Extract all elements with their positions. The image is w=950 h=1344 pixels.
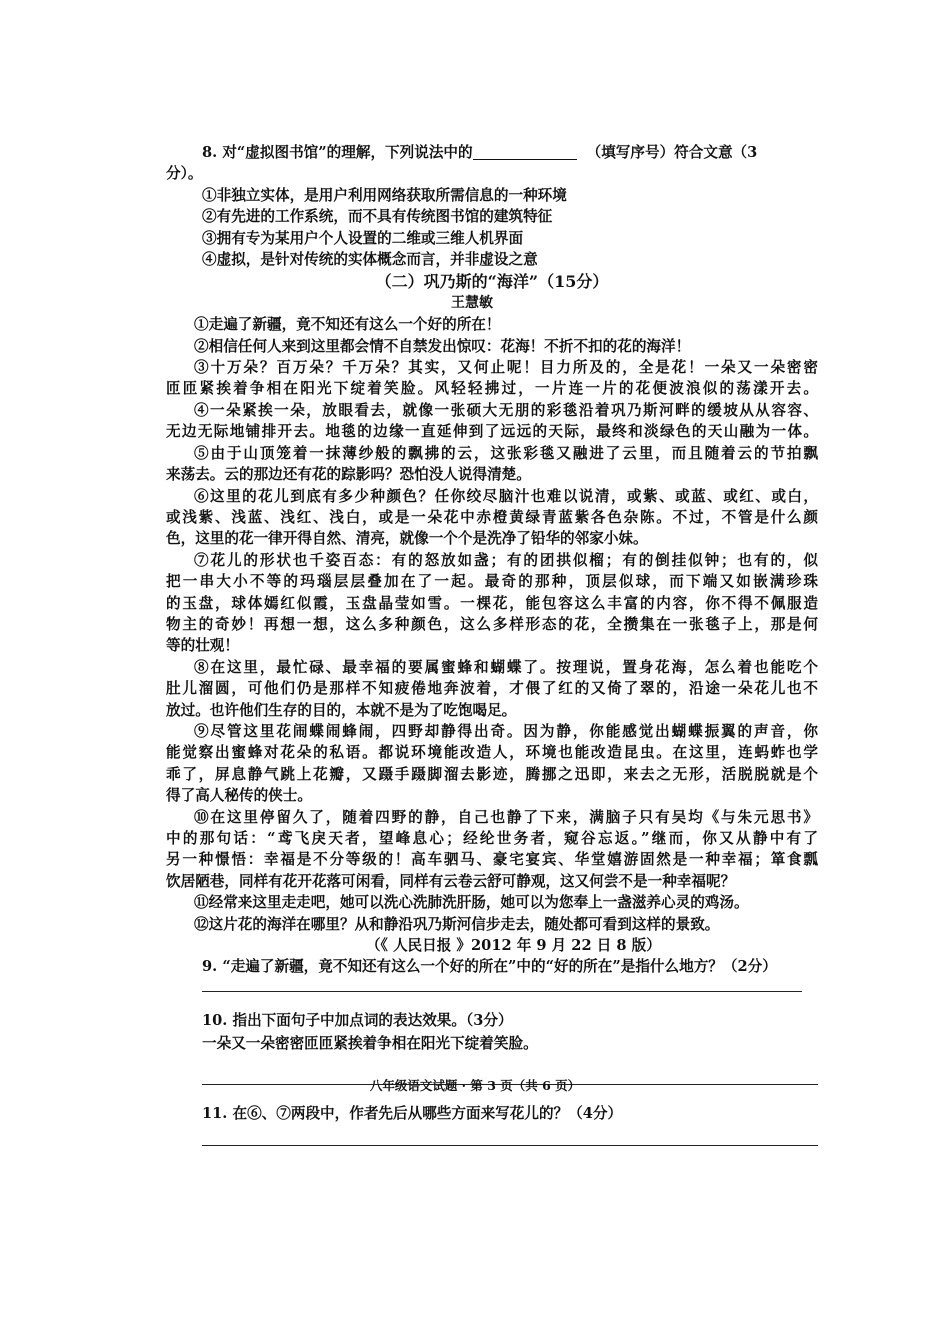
question-10-sentence: 一朵又一朵密密匝匝紧挨着争相在阳光下绽着笑脸。 (202, 1035, 538, 1053)
paragraph-12: ⑫这片花的海洋在哪里？从和静沿巩乃斯河信步走去，随处都可看到这样的景致。 (194, 915, 720, 933)
question-10: 10. 指出下面句子中加点词的表达效果。（3分） (202, 1011, 513, 1029)
paragraph-5-line: 来荡去。云的那边还有花的踪影吗？恐怕没人说得清楚。 (166, 466, 531, 484)
paragraph-10-line: 中的那句话：“鸢飞戾天者，望峰息心；经纶世务者，窥谷忘返。”继而，你又从静中有了 (166, 830, 818, 847)
paragraph-3-line: ③十万朵？百万朵？千万朵？其实，又何止呢！目力所及的，全是花！一朵又一朵密密 (194, 359, 818, 377)
question-8-option: ①非独立实体，是用户利用网络获取所需信息的一种环境 (202, 186, 567, 204)
question-8-option: ③拥有专为某用户个人设置的二维或三维人机界面 (202, 229, 524, 247)
paragraph-11: ⑪经常来这里走走吧，她可以洗心洗肺洗肝肠，她可以为您奉上一盏滋养心灵的鸡汤。 (194, 894, 749, 912)
paragraph-7-line: ⑦花儿的形状也千姿百态：有的怒放如盏；有的团拱似榴；有的倒挂似钟；也有的，似 (194, 551, 818, 569)
paragraph-8-line: 肚儿溜圆，可他们仍是那样不知疲倦地奔波着，才偎了红的又倚了翠的，沿途一朵花儿也不 (166, 680, 818, 698)
question-8-text: 8. 对“虚拟图书馆”的理解，下列说法中的 (202, 144, 473, 161)
paragraph-6-line: 色，这里的花一律开得自然、清亮，就像一个个是洗净了铅华的邻家小妹。 (166, 530, 648, 548)
question-9-answer-line[interactable] (202, 990, 802, 992)
paragraph-8-line: 放过。也许他们生存的目的，本就不是为了吃饱喝足。 (166, 701, 517, 719)
paragraph-10-line: 饮居陋巷，同样有花开花落可闲看，同样有云卷云舒可静观，这又何尝不是一种幸福呢？ (166, 872, 736, 890)
question-9: 9. “走遍了新疆，竟不知还有这么一个好的所在”中的“好的所在”是指什么地方？（2分） (202, 958, 777, 976)
question-8-text-tail: （填写序号）符合文意（3 (586, 144, 758, 161)
paragraph-7-line: 物主的奇妙！再想一想，这么多种颜色，这么多样形态的花，全攒集在一张毯子上，那是何 (166, 615, 818, 633)
paragraph-9-line: 得了高人秘传的侠士。 (166, 787, 312, 805)
paragraph-7-line: 把一串大小不等的玛瑙层层叠加在了一起。最奇的那种，顶层似球，而下端又如嵌满珍珠 (166, 573, 818, 591)
paragraph-9-line: ⑨尽管这里花闹蝶闹蜂闹，四野却静得出奇。因为静，你能感觉出蝴蝶振翼的声音，你 (194, 722, 818, 740)
paragraph-4-line: 无边无际地铺排开去。地毯的边缘一直延伸到了远远的天际，最终和淡绿色的天山融为一体。 (166, 423, 818, 441)
question-8-option: ④虚拟，是针对传统的实体概念而言，并非虚设之意 (202, 251, 538, 269)
paragraph-5-line: ⑤由于山顶笼着一抹薄纱般的飘拂的云，这张彩毯又融进了云里，而且随着云的节拍飘 (194, 444, 818, 462)
paragraph-7-line: 的玉盘，球体嫣红似霞，玉盘晶莹如雪。一棵花，能包容这么丰富的内容，你不得不佩服造 (166, 594, 818, 612)
question-8-line (166, 142, 818, 163)
section-title: （二）巩乃斯的“海洋”（15分） (375, 272, 609, 292)
author-name: 王慧敏 (451, 294, 493, 311)
paragraph-9-line: 乖了，屏息静气跳上花瓣，又蹑手蹑脚溜去影迹，腾挪之迅即，来去之无形，活脱脱就是个 (166, 765, 818, 783)
paragraph-10-line: ⑩在这里停留久了，随着四野的静，自己也静了下来，满脑子只有吴均《与朱元思书》 (194, 808, 818, 826)
paragraph-1: ①走遍了新疆，竟不知还有这么一个好的所在！ (194, 316, 501, 334)
question-11: 11. 在⑥、⑦两段中，作者先后从哪些方面来写花儿的？（4分） (202, 1104, 623, 1122)
paragraph-4-line: ④一朵紧挨一朵，放眼看去，就像一张硕大无朋的彩毯沿着巩乃斯河畔的缓坡从从容容、 (194, 401, 818, 419)
paragraph-8-line: ⑧在这里，最忙碌、最幸福的要属蜜蜂和蝴蝶了。按理说，置身花海，怎么着也能吃个 (194, 658, 818, 676)
question-8-answer-blank[interactable] (473, 159, 577, 160)
paragraph-2: ②相信任何人来到这里都会情不自禁发出惊叹：花海！不折不扣的花的海洋！ (194, 337, 691, 355)
paragraph-6-line: ⑥这里的花儿到底有多少种颜色？任你绞尽脑汁也难以说清，或紫、或蓝、或红、或白， (194, 487, 818, 505)
page-footer: 八年级语文试题 · 第 3 页（共 6 页） (369, 1078, 581, 1093)
question-8-line2: 分）。 (166, 165, 203, 183)
question-11-answer-line[interactable] (202, 1144, 818, 1146)
paragraph-3-line: 匝匝紧挨着争相在阳光下绽着笑脸。风轻轻拂过，一片连一片的花便波浪似的荡漾开去。 (166, 380, 818, 398)
paragraph-9-line: 能觉察出蜜蜂对花朵的私语。都说环境能改造人，环境也能改造昆虫。在这里，连蚂蚱也学 (166, 744, 818, 762)
paragraph-7-line: 等的壮观！ (166, 637, 239, 655)
paragraph-10-line: 另一种憬悟：幸福是不分等级的！高车驷马、豪宅宴宾、华堂嬉游固然是一种幸福；箪食瓢 (166, 851, 818, 869)
article-source: （《 人民日报 》2012 年 9 月 22 日 8 版） (366, 937, 661, 955)
question-8-option: ②有先进的工作系统，而不具有传统图书馆的建筑特征 (202, 208, 553, 226)
paragraph-6-line: 或浅紫、浅蓝、浅红、浅白，或是一朵花中赤橙黄绿青蓝紫各色杂陈。不过，不管是什么颜 (166, 508, 818, 526)
page-content (166, 142, 818, 1146)
